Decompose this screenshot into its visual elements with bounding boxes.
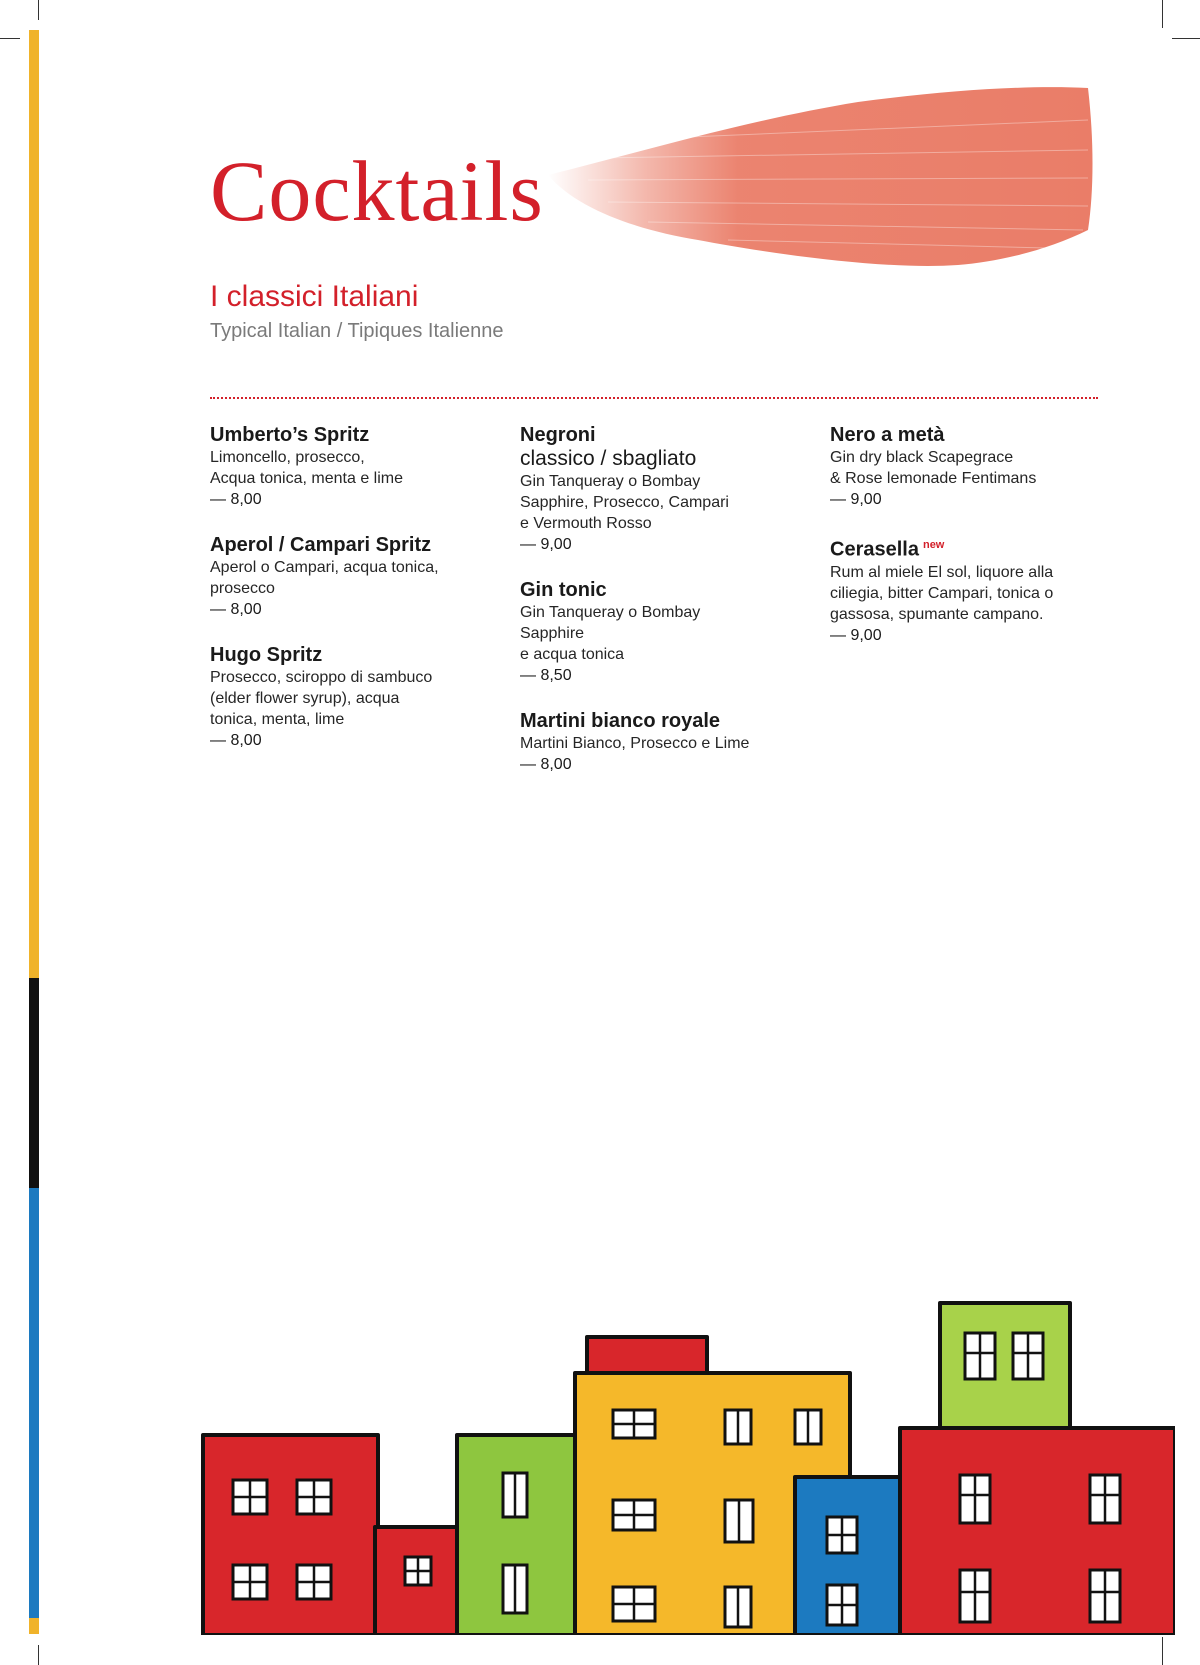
item-price: — 8,50 xyxy=(520,667,572,684)
building-lime-top xyxy=(940,1303,1070,1431)
item-description: Limoncello, prosecco, xyxy=(210,449,365,466)
building-red-right xyxy=(900,1428,1175,1635)
menu-item xyxy=(520,709,785,776)
item-description: & Rose lemonade Fentimans xyxy=(830,470,1037,487)
item-description: Sapphire, Prosecco, Campari xyxy=(520,494,729,511)
side-stripe-yellow xyxy=(29,30,39,978)
item-description: Gin Tanqueray o Bombay xyxy=(520,604,701,621)
item-description: Gin Tanqueray o Bombay xyxy=(520,473,701,490)
item-description: Sapphire xyxy=(520,625,585,642)
crop-mark xyxy=(0,38,20,39)
menu-item xyxy=(210,423,475,511)
section-subtitle: Typical Italian / Tipiques Italienne xyxy=(210,320,504,342)
item-price: — 9,00 xyxy=(830,491,882,508)
item-name: Martini bianco royale xyxy=(520,710,721,732)
new-badge: new xyxy=(922,539,945,551)
building-yellow-roof xyxy=(587,1337,707,1373)
crop-mark xyxy=(1162,1637,1163,1665)
item-price: — 9,00 xyxy=(830,626,882,644)
crop-mark xyxy=(38,0,39,20)
item-price: — 9,00 xyxy=(520,536,572,553)
colorful-buildings-illustration xyxy=(195,1295,1175,1635)
item-description: Prosecco, sciroppo di sambuco xyxy=(210,669,433,686)
item-description: Aperol o Campari, acqua tonica, xyxy=(210,559,439,576)
item-description: Acqua tonica, menta e lime xyxy=(210,470,403,487)
item-name: Aperol / Campari Spritz xyxy=(210,534,432,556)
menu-column-2 xyxy=(520,423,785,798)
item-price: — 8,00 xyxy=(210,491,262,508)
item-price: — 8,00 xyxy=(520,756,572,773)
menu-item xyxy=(520,423,785,556)
menu-item xyxy=(830,423,1095,511)
item-description: (elder flower syrup), acqua xyxy=(210,690,400,707)
item-name: Negroni xyxy=(520,424,596,446)
item-description: gassosa, spumante campano. xyxy=(830,605,1044,623)
item-name: Nero a metà xyxy=(830,424,945,446)
item-description: tonica, menta, lime xyxy=(210,711,345,728)
item-price: — 8,00 xyxy=(210,732,262,749)
item-subname: classico / sbagliato xyxy=(520,447,697,470)
side-stripe-blue xyxy=(29,1188,39,1618)
brush-stroke-decoration xyxy=(528,80,1098,290)
section-title: I classici Italiani xyxy=(210,280,419,313)
item-description: e acqua tonica xyxy=(520,646,625,663)
building-red-left xyxy=(203,1435,378,1635)
menu-item xyxy=(210,643,475,752)
item-description: Martini Bianco, Prosecco e Lime xyxy=(520,735,750,752)
page-title: Cocktails xyxy=(210,143,544,239)
menu-column-1 xyxy=(210,423,475,774)
item-name: Hugo Spritz xyxy=(210,644,323,666)
menu-item xyxy=(830,533,1095,647)
item-name-text: Cerasella xyxy=(830,538,919,561)
menu-column-3 xyxy=(830,423,1095,669)
crop-mark xyxy=(1172,38,1200,39)
item-description: prosecco xyxy=(210,580,275,597)
item-name: Umberto’s Spritz xyxy=(210,424,370,446)
menu-item xyxy=(520,578,785,687)
crop-mark xyxy=(1162,0,1163,28)
crop-mark xyxy=(38,1645,39,1665)
dotted-divider xyxy=(210,397,1098,399)
item-description: e Vermouth Rosso xyxy=(520,515,652,532)
item-description: ciliegia, bitter Campari, tonica o xyxy=(830,584,1054,602)
side-stripe-black xyxy=(29,978,39,1188)
item-description: Rum al miele El sol, liquore alla xyxy=(830,563,1054,581)
side-stripe-yellow-bottom xyxy=(29,1618,39,1634)
item-name xyxy=(830,533,1095,562)
item-name: Gin tonic xyxy=(520,579,607,601)
item-price: — 8,00 xyxy=(210,601,262,618)
menu-item xyxy=(210,533,475,621)
item-description: Gin dry black Scapegrace xyxy=(830,449,1014,466)
